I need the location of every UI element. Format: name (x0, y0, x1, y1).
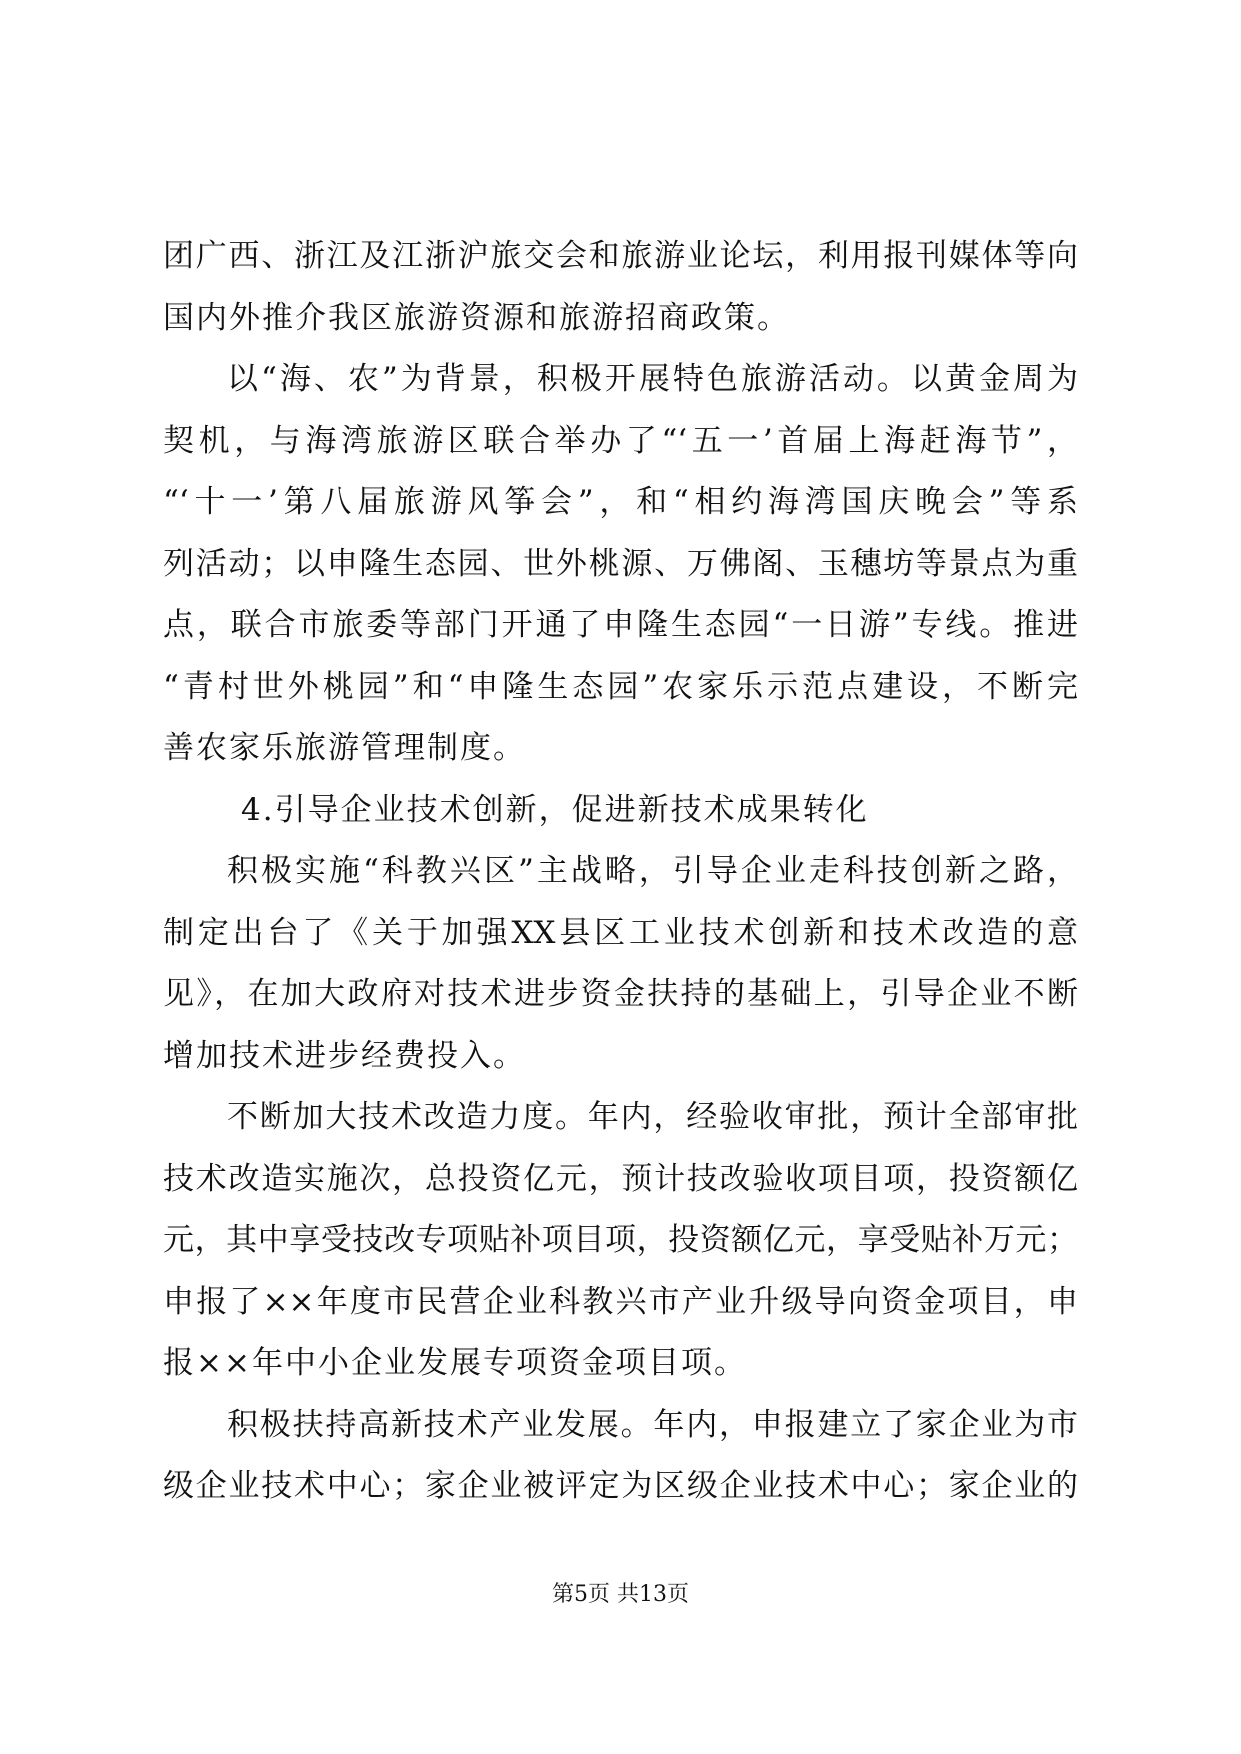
paragraph-line: 级企业技术中心；家企业被评定为区级企业技术中心；家企业的 (163, 1468, 1078, 1504)
section-heading: 4.引导企业技术创新，促进新技术成果转化 (241, 791, 869, 828)
paragraph-line: 制定出台了《关于加强XX县区工业技术创新和技术改造的意 (163, 914, 1078, 951)
paragraph-line: 增加技术进步经费投入。 (163, 1037, 526, 1074)
document-body (163, 226, 1078, 1518)
paragraph-line: 积极实施“科教兴区”主战略，引导企业走科技创新之路， (227, 853, 1078, 889)
paragraph-line: “青村世外桃园”和“申隆生态园”农家乐示范点建设，不断完 (163, 668, 1078, 705)
paragraph-line: 见》，在加大政府对技术进步资金扶持的基础上，引导企业不断 (163, 976, 1078, 1012)
paragraph-line: 报××年中小企业发展专项资金项目项。 (163, 1345, 747, 1381)
paragraph-line: 国内外推介我区旅游资源和旅游招商政策。 (163, 299, 790, 336)
paragraph-line: 点，联合市旅委等部门开通了申隆生态园“一日游”专线。推进 (163, 607, 1078, 643)
paragraph-line: “‘十一’第八届旅游风筝会”，和“相约海湾国庆晚会”等系 (163, 484, 1078, 520)
page-footer: 第5页 共13页 (552, 1582, 689, 1607)
paragraph-line: 不断加大技术改造力度。年内，经验收审批，预计全部审批 (227, 1099, 1078, 1135)
paragraph-line: 团广西、浙江及江浙沪旅交会和旅游业论坛，利用报刊媒体等向 (163, 238, 1078, 274)
paragraph-line: 以“海、农”为背景，积极开展特色旅游活动。以黄金周为 (227, 361, 1078, 397)
paragraph-line: 积极扶持高新技术产业发展。年内，申报建立了家企业为市 (227, 1406, 1078, 1443)
paragraph-line: 善农家乐旅游管理制度。 (163, 730, 526, 766)
paragraph-line: 技术改造实施次，总投资亿元，预计技改验收项目项，投资额亿 (163, 1160, 1078, 1197)
paragraph-line: 元，其中享受技改专项贴补项目项，投资额亿元，享受贴补万元； (163, 1222, 1078, 1258)
paragraph-line: 申报了××年度市民营企业科教兴市产业升级导向资金项目，申 (163, 1283, 1078, 1320)
paragraph-line: 列活动；以申隆生态园、世外桃源、万佛阁、玉穗坊等景点为重 (163, 545, 1078, 582)
paragraph-line: 契机，与海湾旅游区联合举办了“‘五一’首届上海赶海节”， (163, 422, 1078, 459)
